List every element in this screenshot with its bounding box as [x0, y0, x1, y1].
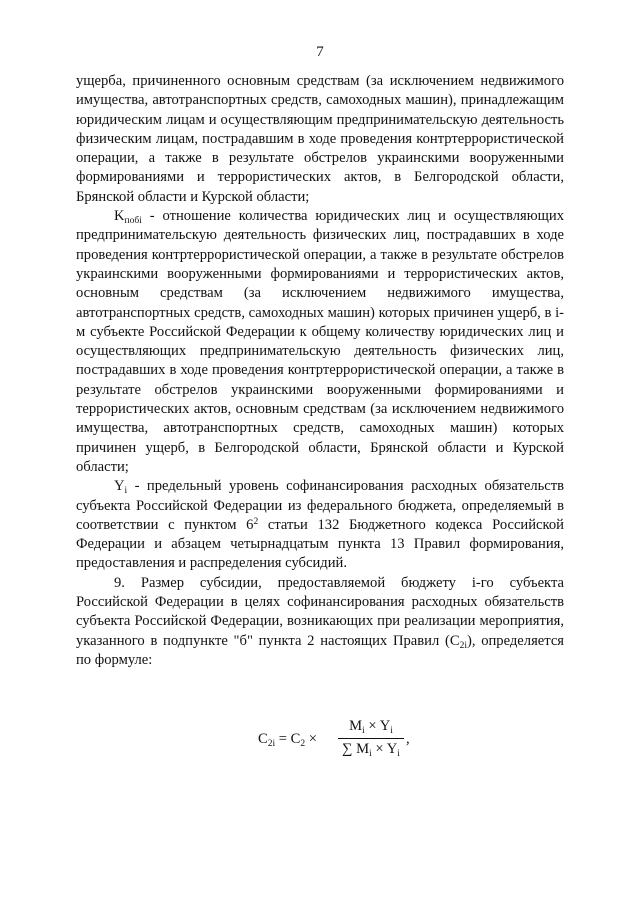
k-definition-text: - отношение количества юридических лиц и осуществляющих предпринимательскую деятельность физических лиц, пострадавших в ходе проведения контртеррористической операции, а также в результате обстрелов украинскими вооруженными формированиями и террористических актов, основным средствам (за исключением недвижимого имущества, автотранспортных средств, самоходных машин) которых причинен ущерб, в i-м субъекте Российской Федерации к общему количеству юридических лиц и осуществляющих предпринимательскую деятельность физических лиц, пострадавших в ходе проведения контртеррористической операции, а также в результате обстрелов украинскими вооруженными формированиями и террористических актов, основным средствам (за исключением недвижимого имущества, автотранспортных средств, самоходных машин) которых причинен ущерб, в Белгородской области, Брянской области и Курской области;	[76, 208, 564, 475]
formula-numerator: $M_i \times Y_i$	[349, 718, 393, 736]
c2i-subscript: 2i	[459, 640, 467, 651]
paragraph-k-definition	[76, 207, 564, 477]
paragraph-y-definition	[76, 477, 564, 573]
y-symbol: Y	[114, 478, 125, 495]
formula-left-side: $C_{2i} = C_2$ ×	[258, 731, 318, 749]
y-subscript: i	[124, 486, 128, 497]
item-9-text-a: 9. Размер субсидии, предоставляемой бюджету i-го субъекта Российской Федерации в целях софинансирования расходных обязательств субъекта Российской Федерации, возникающих при реализации мероприятия, указанного в подпункте "б" пункта 2 настоящих Правил (C	[76, 574, 564, 649]
y-definition-text-b: статьи 132 Бюджетного кодекса Российской Федерации и абзацем четырнадцатым пункта 13 Правил формирования, предоставления и распределения субсидий.	[76, 516, 564, 572]
formula-fraction	[338, 718, 404, 758]
document-body	[76, 72, 564, 670]
formula-denominator: ∑ $M_i \times Y_i$	[342, 741, 400, 759]
superscript-2: 2	[253, 516, 259, 527]
item-9-text-b: ), определяется по формуле:	[76, 632, 565, 668]
formula-comma: ,	[406, 731, 410, 747]
fraction-bar	[338, 738, 404, 739]
page-number: 7	[316, 44, 324, 60]
k-subscript: побi	[124, 216, 142, 227]
subsidy-formula	[258, 718, 458, 766]
paragraph-item-9	[76, 574, 564, 670]
y-definition-text-a: - предельный уровень софинансирования расходных обязательств субъекта Российской Федерации из федерального бюджета, определяемый в соответствии с пунктом 6	[76, 478, 564, 533]
k-symbol: K	[114, 208, 125, 225]
paragraph-damage-definition: ущерба, причиненного основным средствам (за исключением недвижимого имущества, автотранспортных средств, самоходных машин), принадлежащим юридическим лицам и осуществляющим предпринимательскую деятельность физическим лицам, пострадавшим в ходе проведения контртеррористической операции, а также в результате обстрелов украинскими вооруженными формированиями и террористических актов, в Белгородской области, Брянской области и Курской области;	[76, 73, 564, 205]
